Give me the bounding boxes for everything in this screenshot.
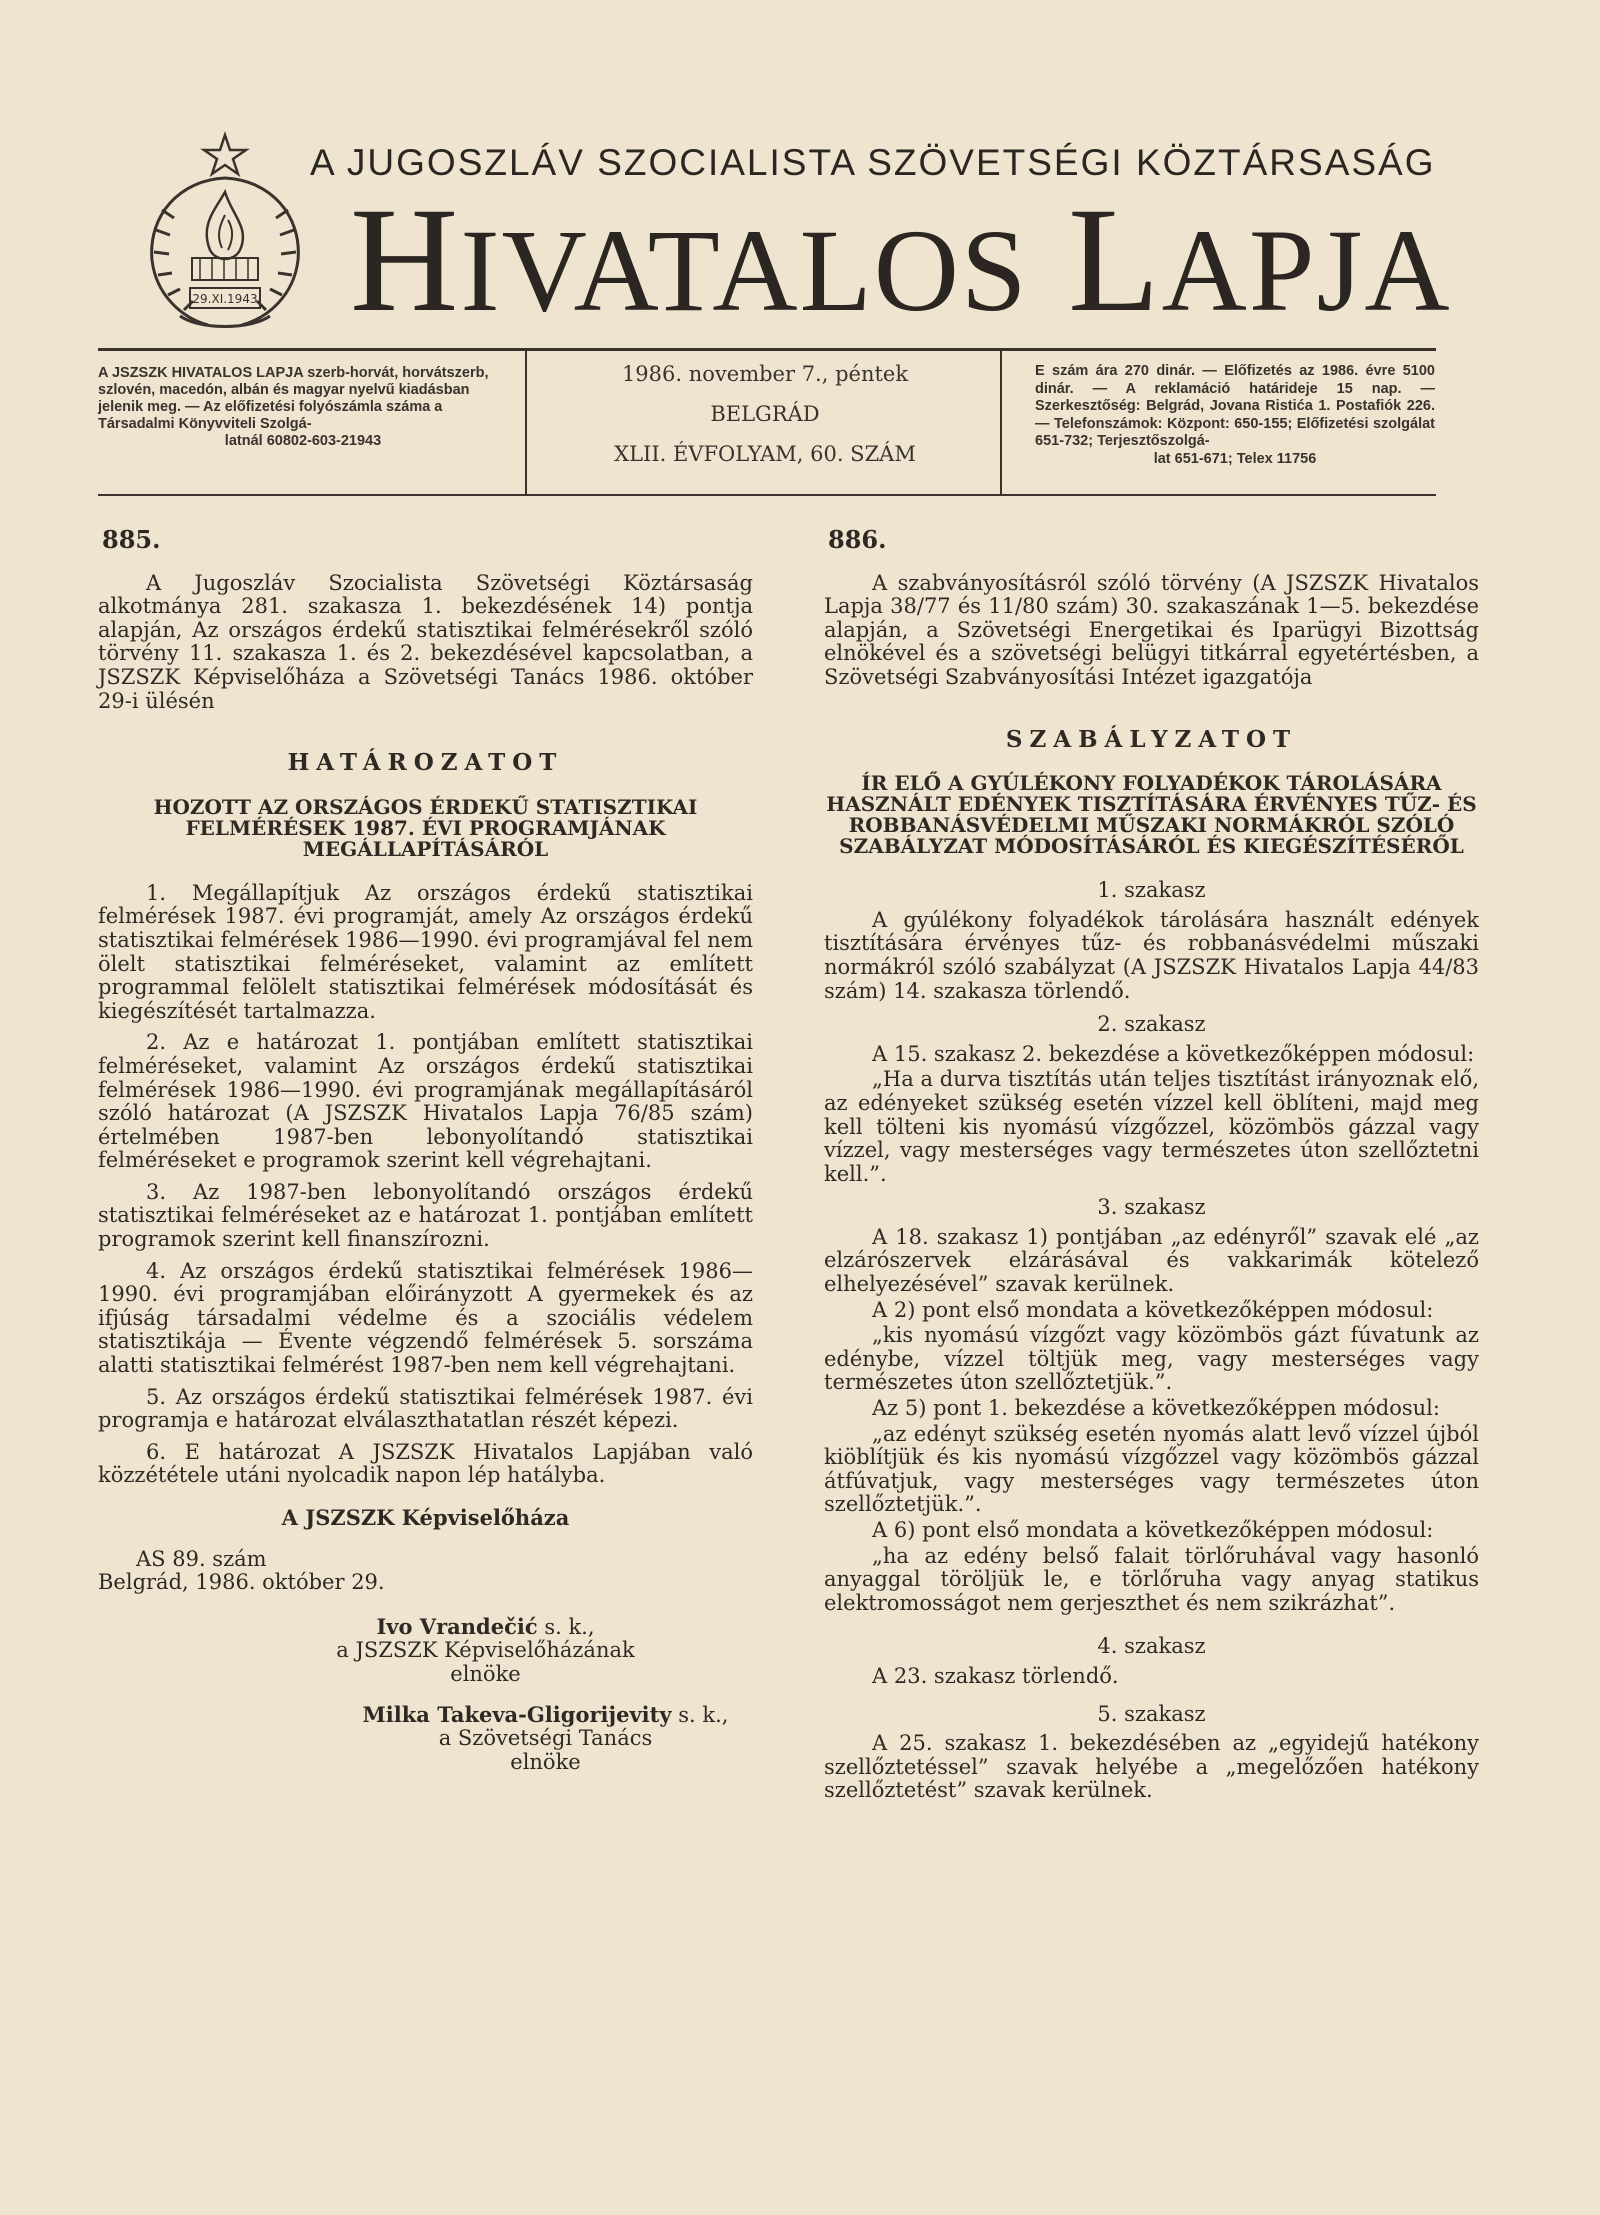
paragraph-2: 2. Az e határozat 1. pontjában említett statisztikai felméréseket, valamint Az országos érdekű statisztikai felmérések 1986—1990. évi programjának megállapításáról szóló határozat (A JSZSZK Hivatalos Lapja 76/85 szám) értelmében 1987-ben lebonyolítandó statisztikai felméréseket e programok szerint kell végrehajtani. <box>98 1030 753 1173</box>
section-3-quote-b: „kis nyomású vízgőzt vagy közömbös gázt fúvatunk az edénybe, vízzel töltjük meg, vagy mesterséges vagy természetes úton szellőztetjük.”. <box>824 1323 1479 1395</box>
section-1-heading: 1. szakasz <box>1097 878 1206 903</box>
subscription-info <box>1035 363 1435 468</box>
signatory-2-title: elnöke <box>510 1749 581 1774</box>
document-number-886: 886. <box>828 525 887 554</box>
section-3-heading: 3. szakasz <box>1097 1195 1206 1220</box>
right-column <box>824 525 1479 1805</box>
section-2-quote: „Ha a durva tisztítás után teljes tisztítást irányoznak elő, az edényeket szükség esetén vízzel kell öblíteni, majd meg kell tölteni kis nyomású vízgőzzel, közömbös gázzal vagy vízzel, vagy mesterséges vagy természetes úton szellőztetni kell.”. <box>824 1067 1479 1186</box>
preamble-885: A Jugoszláv Szocialista Szövetségi Köztársaság alkotmánya 281. szakasza 1. bekezdésének 14) pontja alapján, Az országos érdekű statisztikai felmérésekről szóló törvény 11. szakasza 1. és 2. bekezdésével kapcsolatban, a JSZSZK Képviselőháza a Szövetségi Tanács 1986. október 29-i ülésén <box>98 570 753 713</box>
journal-title-rest: IVATALOS <box>460 205 1029 336</box>
section-5-text: A 25. szakasz 1. bekezdésében az „egyidejű hatékony szellőztetéssel” szavak helyébe a „megelőzően hatékony szellőztetést” szavak kerülnek. <box>824 1731 1479 1803</box>
section-3-quote-d: „ha az edény belső falait törlőruhával vagy hasonló anyaggal töröljük le, e törlőruha vagy anyag statikus elektromosságot nem gerjeszthet és nem szikrázhat”. <box>824 1543 1479 1615</box>
section-5-heading: 5. szakasz <box>1097 1701 1206 1726</box>
signatory-2-role: a Szövetségi Tanács <box>438 1726 653 1751</box>
section-4-text: A 23. szakasz törlendő. <box>872 1663 1119 1688</box>
act-subtitle-886: ÍR ELŐ A GYÚLÉKONY FOLYADÉKOK TÁROLÁSÁRA HASZNÁLT EDÉNYEK TISZTÍTÁSÁRA ÉRVÉNYES TŰZ- ÉS ROBBANÁSVÉDELMI MŰSZAKI NORMÁKRÓL SZÓLÓ SZABÁLYZAT MÓDOSÍTÁSÁRÓL ÉS KIEGÉSZÍTÉSÉRŐL <box>826 771 1477 859</box>
section-2-text: A 15. szakasz 2. bekezdése a következőképpen módosul: <box>872 1041 1475 1066</box>
section-3-text-a: A 18. szakasz 1) pontjában „az edényről” szavak elé „az elzárószervek elzárásával és vakkarimák kötelező elhelyezésével” szavak kerülnek. <box>824 1224 1479 1297</box>
issue-place: BELGRÁD <box>710 402 820 426</box>
section-3-text-d: A 6) pont első mondata a következőképpen módosul: <box>872 1518 1434 1542</box>
emblem-date: 29.XI.1943 <box>192 292 258 306</box>
act-title-886: SZABÁLYZATOT <box>1005 725 1298 753</box>
signatory-2-name: Milka Takeva-Gligorijevity <box>362 1701 672 1727</box>
paragraph-1: 1. Megállapítjuk Az országos érdekű statisztikai felmérések 1987. évi programját, amely Az országos érdekű statisztikai felmérések 1986—1990. évi programjával fel nem ölelt statisztikai felméréseket, valamint az említett programmal felölelt statisztikai felmérések módosítását és kiegészítését tartalmazza. <box>98 880 753 1023</box>
journal-title-initial-2: L <box>1068 177 1162 343</box>
publication-info-text: A JSZSZK HIVATALOS LAPJA szerb-horvát, horvátszerb, szlovén, macedón, albán és magyar nyelvű kiadásban jelenik meg. — Az előfizetési folyószámla száma a Társadalmi Könyvviteli Szolgá- <box>98 365 489 432</box>
journal-title-rest-2: APJA <box>1161 205 1452 336</box>
signatory-1-title: elnöke <box>450 1661 521 1686</box>
preamble-886: A szabványosításról szóló törvény (A JSZSZK Hivatalos Lapja 38/77 és 11/80 szám) 30. szakaszának 1—5. bekezdése alapján, a Szövetségi Energetikai és Iparügyi Bizottság elnökével és a szövetségi belügyi titkárral egyetértésben, a Szövetségi Szabványosítási Intézet igazgatója <box>824 570 1479 689</box>
section-3-text-c: Az 5) pont 1. bekezdése a következőképpen módosul: <box>872 1396 1440 1421</box>
section-3-quote-c: „az edényt szükség esetén nyomás alatt levő vízzel újból kiöblítjük és kis nyomású vízgőzzel vagy közömbös gázzal átfúvatjuk, vagy mesterséges vagy természetes úton szellőztetjük.”. <box>824 1421 1479 1517</box>
journal-title-initial: H <box>350 177 461 343</box>
issuing-body: A JSZSZK Képviselőháza <box>281 1505 570 1530</box>
signature-1: Ivo Vrandečić s. k., a JSZSZK Képviselőházának elnöke <box>218 1615 753 1687</box>
act-subtitle-885: HOZOTT AZ ORSZÁGOS ÉRDEKŰ STATISZTIKAI FELMÉRÉSEK 1987. ÉVI PROGRAMJÁNAK MEGÁLLAPÍTÁSÁRÓL <box>153 794 698 861</box>
issue-date: 1986. november 7., péntek <box>621 362 909 386</box>
issue-number: XLII. ÉVFOLYAM, 60. SZÁM <box>614 442 916 466</box>
state-emblem <box>120 130 330 340</box>
signatory-1-role: a JSZSZK Képviselőházának <box>336 1638 635 1663</box>
section-3-text-b: A 2) pont első mondata a következőképpen módosul: <box>872 1297 1434 1322</box>
left-column <box>98 525 753 1790</box>
paragraph-4: 4. Az országos érdekű statisztikai felmérések 1986—1990. évi programjában előirányzott A gyermekek és az ifjúság társadalmi védelme és a szociális védelem statisztikája — Évente végzendő felmérések 5. sorszáma alatti statisztikai felmérést 1987-ben nem kell végrehajtani. <box>98 1258 753 1378</box>
signatory-1-name: Ivo Vrandečić <box>376 1613 538 1639</box>
reference-place-date: Belgrád, 1986. október 29. <box>98 1570 385 1595</box>
section-1-text: A gyúlékony folyadékok tárolására használt edények tisztítására érvényes tűz- és robbanásvédelmi műszaki normákról szóló szabályzat (A JSZSZK Hivatalos Lapja 44/83 szám) 14. szakasza törlendő. <box>824 907 1479 1003</box>
subscription-info-text: E szám ára 270 dinár. — Előfizetés az 1986. évre 5100 dinár. — A reklamáció határideje 15 nap. — Szerkesztőség: Belgrád, Jovana Ristića 1. Postafiók 226. — Telefonszámok: Központ: 650-155; Előfizetési szolgálat 651-732; Terjesztőszolgá- <box>1035 363 1435 449</box>
subscription-telex: lat 651-671; Telex 11756 <box>1153 450 1317 467</box>
publication-account: latnál 60802-603-21943 <box>224 433 382 449</box>
act-title-885: HATÁROZATOT <box>287 749 564 777</box>
header-rule-top <box>98 348 1436 351</box>
document-number-885: 885. <box>102 525 161 554</box>
signature-2: Milka Takeva-Gligorijevity s. k., a Szövetségi Tanács elnöke <box>338 1703 753 1775</box>
header-divider-1 <box>525 351 527 494</box>
paragraph-5: 5. Az országos érdekű statisztikai felmérések 1987. évi programja e határozat elválaszthatatlan részét képezi. <box>98 1384 753 1433</box>
journal-title <box>350 177 1500 346</box>
reference-number: AS 89. szám <box>136 1546 267 1571</box>
section-4-heading: 4. szakasz <box>1097 1634 1206 1659</box>
section-2-heading: 2. szakasz <box>1097 1012 1206 1037</box>
publication-info <box>98 365 508 450</box>
paragraph-3: 3. Az 1987-ben lebonyolítandó országos érdekű statisztikai felméréseket az e határozat 1. pontjában említett programok szerint kell finanszírozni. <box>98 1179 753 1252</box>
paragraph-6: 6. E határozat A JSZSZK Hivatalos Lapjában való közzététele utáni nyolcadik napon lép hatályba. <box>98 1439 753 1488</box>
issue-info <box>530 364 1000 484</box>
header-rule-bottom <box>98 494 1436 496</box>
header-divider-2 <box>1000 351 1002 494</box>
republic-name: A JUGOSZLÁV SZOCIALISTA SZÖVETSÉGI KÖZTÁRSASÁG <box>310 142 1436 183</box>
